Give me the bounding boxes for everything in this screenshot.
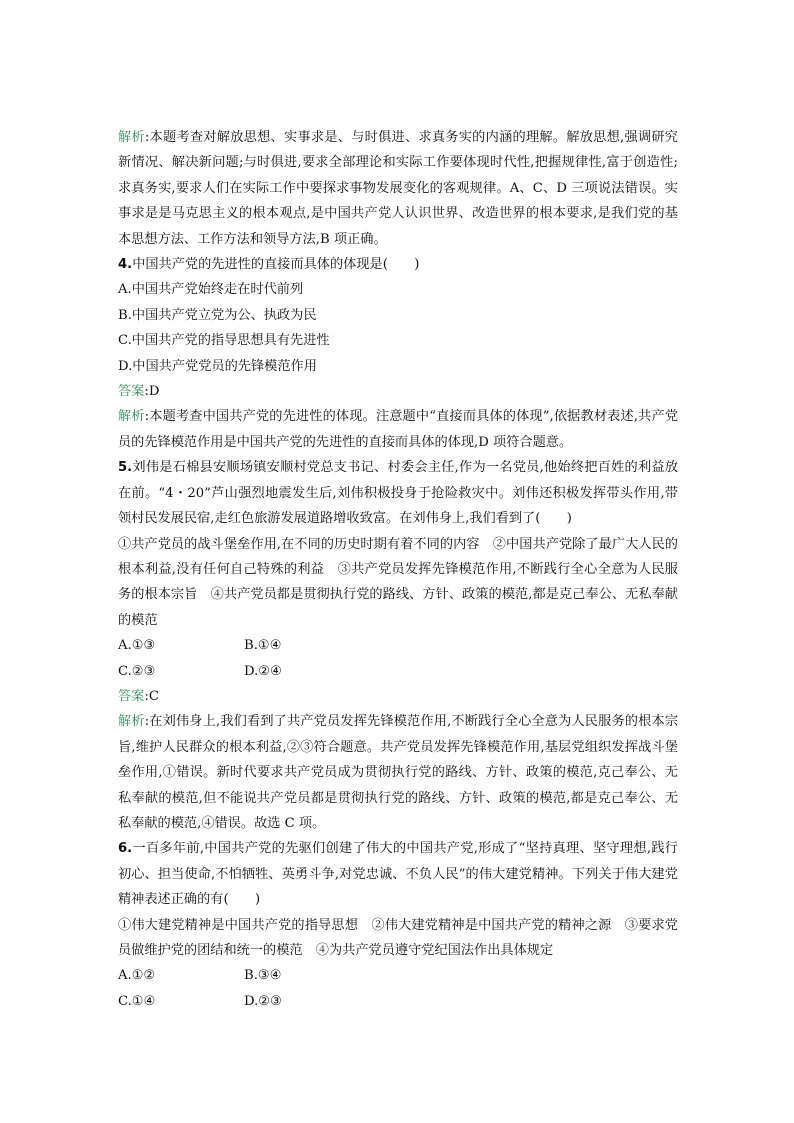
q4-option-d: D.中国共产党党员的先锋模范作用 bbox=[118, 358, 317, 374]
q6-statements: ①伟大建党精神是中国共产党的指导思想 ②伟大建党精神是中国共产党的精神之源 ③要求党员做维护党的团结和统一的模范 ④为共产党员遵守党纪国法作出具体规定 bbox=[118, 917, 678, 958]
analysis-text: :本题考查对解放思想、实事求是、与时俱进、求真务实的内涵的理解。解放思想,强调研究新情况、解决新问题;与时俱进,要求全部理论和实际工作要体现时代性,把握规律性,富于创造性;求真务实,要求人们在实际工作中要探求事物发展变化的客观规律。A、C、D 三项说法错误。实事求是是马克思主义的根本观点,是中国共产党人认识世界、改造世界的根本要求,是我们党的基本思想方法、工作方法和领导方法,B 项正确。 bbox=[118, 130, 678, 247]
q5-stem bbox=[118, 455, 678, 531]
q5-option-b: B.①④ bbox=[244, 638, 282, 654]
q5-statements: ①共产党员的战斗堡垒作用,在不同的历史时期有着不同的内容 ②中国共产党除了最广大人民的根本利益,没有任何自己特殊的利益 ③共产党员发挥先锋模范作用,不断践行全心全意为人民服务的根本宗旨 ④共产党员都是贯彻执行党的路线、方针、政策的模范,都是克己奉公、无私奉献的模范 bbox=[118, 536, 678, 628]
q5-option-c: C.②③ bbox=[118, 663, 156, 679]
q4-option-b: B.中国共产党立党为公、执政为民 bbox=[118, 307, 317, 323]
q6-options-row-1 bbox=[118, 963, 678, 988]
document-page bbox=[118, 125, 678, 1014]
q5-options-row-1 bbox=[118, 633, 678, 658]
question-number: 6. bbox=[118, 841, 133, 857]
analysis-text: :本题考查中国共产党的先进性的体现。注意题中“直接而具体的体现”,依据教材表述,共产党员的先锋模范作用是中国共产党的先进性的直接而具体的体现,D 项符合题意。 bbox=[118, 409, 679, 450]
analysis-text: :在刘伟身上,我们看到了共产党员发挥先锋模范作用,不断践行全心全意为人民服务的根本宗旨,维护人民群众的根本利益,②③符合题意。共产党员发挥先锋模范作用,基层党组织发挥战斗堡垒作用,①错误。新时代要求共产党员成为贯彻执行党的路线、方针、政策的模范,克己奉公、无私奉献的模范,但不能说共产党员都是贯彻执行党的路线、方针、政策的模范,都是克己奉公、无私奉献的模范,④错误。故选 C 项。 bbox=[118, 714, 679, 831]
q5-answer bbox=[118, 684, 678, 709]
q4-option-a: A.中国共产党始终走在时代前列 bbox=[118, 282, 304, 298]
q4-analysis bbox=[118, 404, 678, 455]
q5-analysis bbox=[118, 709, 678, 836]
answer-label: 答案 bbox=[118, 384, 145, 400]
analysis-label: 解析 bbox=[118, 714, 145, 730]
q4-option-c: C.中国共产党的指导思想具有先进性 bbox=[118, 333, 330, 349]
question-number: 5. bbox=[118, 460, 133, 476]
question-stem: 一百多年前,中国共产党的先驱们创建了伟大的中国共产党,形成了“坚持真理、坚守理想,践行初心、担当使命,不怕牺牲、英勇斗争,对党忠诚、不负人民”的伟大建党精神。下列关于伟大建党精神表述正确的有( ) bbox=[118, 841, 678, 908]
q6-options-row-2 bbox=[118, 989, 678, 1014]
q6-option-c: C.①④ bbox=[118, 993, 156, 1009]
q6-option-d: D.②③ bbox=[244, 993, 282, 1009]
q5-options-row-2 bbox=[118, 659, 678, 684]
analysis-label: 解析 bbox=[118, 409, 145, 425]
analysis-label: 解析 bbox=[118, 130, 145, 145]
q6-option-b: B.③④ bbox=[244, 968, 282, 984]
answer-text: :D bbox=[144, 384, 160, 400]
q6-stem bbox=[118, 836, 678, 912]
q4-answer bbox=[118, 379, 678, 404]
q5-option-a: A.①③ bbox=[118, 638, 156, 654]
question-number: 4. bbox=[118, 257, 133, 273]
q5-option-d: D.②④ bbox=[244, 663, 282, 679]
question-stem: 刘伟是石棉县安顺场镇安顺村党总支书记、村委会主任,作为一名党员,他始终把百姓的利益放在前。“4・20”芦山强烈地震发生后,刘伟积极投身于抢险救灾中。刘伟还积极发挥带头作用,带领村民发展民宿,走红色旅游发展道路增收致富。在刘伟身上,我们看到了( ) bbox=[118, 460, 678, 527]
answer-label: 答案 bbox=[118, 688, 145, 704]
q3-analysis bbox=[118, 125, 678, 252]
q4-stem bbox=[118, 252, 678, 277]
q6-option-a: A.①② bbox=[118, 968, 156, 984]
question-stem: 中国共产党的先进性的直接而具体的体现是( ) bbox=[132, 257, 420, 273]
answer-text: :C bbox=[144, 688, 159, 704]
